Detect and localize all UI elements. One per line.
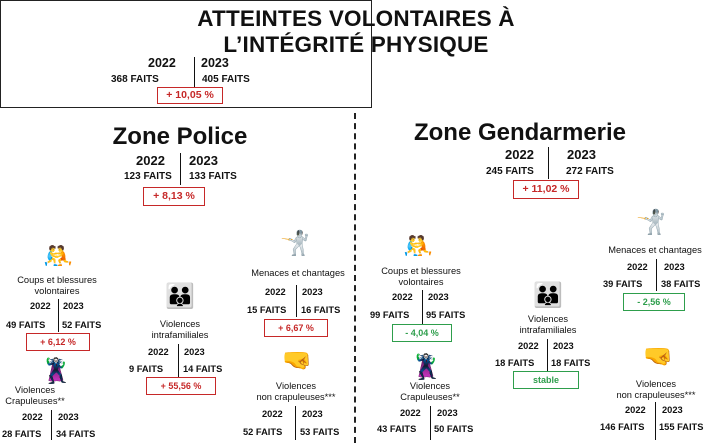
- gendarmerie-menaces-label: Menaces et chantages: [608, 245, 702, 255]
- gendarmerie-coups-label-1: Coups et blessures: [381, 266, 461, 276]
- police-menaces-label: Menaces et chantages: [251, 268, 345, 278]
- police-noncrap-divider: [295, 406, 296, 440]
- gendarmerie-coups-facts-2023: 95 FAITS: [426, 310, 466, 320]
- police-crap-label-2: Crapuleuses**: [5, 396, 65, 406]
- gendarmerie-intra-change-badge: stable: [513, 371, 579, 389]
- police-coups-year-2023: 2023: [63, 301, 84, 311]
- gendarmerie-year-2022: 2022: [505, 147, 534, 162]
- police-crap-facts-2023: 34 FAITS: [56, 429, 96, 439]
- gendarmerie-noncrap-facts-2022: 146 FAITS: [600, 422, 645, 432]
- police-noncrap-label-2: non crapuleuses***: [256, 392, 336, 402]
- gendarmerie-intra-label-1: Violences: [527, 314, 569, 324]
- fighting-figures-icon: 🤼: [403, 233, 433, 260]
- gendarmerie-menaces-year-2022: 2022: [627, 262, 648, 272]
- gendarmerie-noncrap-label-1: Violences: [635, 379, 677, 389]
- gendarmerie-menaces-year-2023: 2023: [664, 262, 685, 272]
- gendarmerie-crap-facts-2023: 50 FAITS: [434, 424, 474, 434]
- police-crap-year-2022: 2022: [22, 412, 43, 422]
- police-coups-divider: [58, 299, 59, 332]
- gendarmerie-crap-label-1: Violences: [409, 381, 451, 391]
- main-year-2023: 2023: [201, 56, 229, 70]
- police-coups-label-2: volontaires: [34, 286, 80, 296]
- main-title-line2: L’INTÉGRITÉ PHYSIQUE: [223, 32, 489, 57]
- gendarmerie-crap-facts-2022: 43 FAITS: [377, 424, 417, 434]
- police-divider: [180, 153, 181, 185]
- family-icon: 👪: [533, 282, 563, 309]
- gendarmerie-noncrap-year-2022: 2022: [625, 405, 646, 415]
- police-intra-facts-2023: 14 FAITS: [183, 364, 223, 374]
- robbery-figures-icon: 🦹: [41, 358, 71, 385]
- gendarmerie-intra-facts-2022: 18 FAITS: [495, 358, 535, 368]
- gendarmerie-noncrap-facts-2023: 155 FAITS: [659, 422, 704, 432]
- main-facts-2023: 405 FAITS: [202, 74, 250, 85]
- gendarmerie-intra-year-2023: 2023: [553, 341, 574, 351]
- police-coups-facts-2022: 49 FAITS: [6, 320, 46, 330]
- violence-figures-icon: 🤜: [282, 347, 312, 374]
- police-crap-divider: [51, 410, 52, 440]
- gendarmerie-noncrap-label-2: non crapuleuses***: [616, 390, 696, 400]
- police-facts-2023: 133 FAITS: [189, 171, 237, 182]
- gendarmerie-coups-year-2022: 2022: [392, 292, 413, 302]
- gendarmerie-intra-label-2: intrafamiliales: [519, 325, 577, 335]
- gendarmerie-crap-year-2022: 2022: [400, 408, 421, 418]
- family-icon: 👪: [165, 283, 195, 310]
- main-title-box: [0, 0, 515, 108]
- police-noncrap-year-2022: 2022: [262, 409, 283, 419]
- gendarmerie-menaces-facts-2023: 38 FAITS: [661, 279, 701, 289]
- police-intra-facts-2022: 9 FAITS: [129, 364, 164, 374]
- gendarmerie-intra-facts-2023: 18 FAITS: [551, 358, 591, 368]
- gendarmerie-change-badge: + 11,02 %: [513, 180, 579, 199]
- gendarmerie-crap-label-2: Crapuleuses**: [400, 392, 460, 402]
- gendarmerie-noncrap-year-2023: 2023: [662, 405, 683, 415]
- gendarmerie-divider: [548, 147, 549, 179]
- police-menaces-divider: [296, 285, 297, 317]
- police-intra-year-2023: 2023: [184, 347, 205, 357]
- gendarmerie-coups-label-2: volontaires: [398, 277, 444, 287]
- police-intra-label-2: intrafamiliales: [151, 330, 209, 340]
- police-intra-divider: [178, 344, 179, 377]
- gendarmerie-coups-divider: [422, 290, 423, 324]
- main-divider: [194, 57, 195, 87]
- police-menaces-year-2022: 2022: [265, 287, 286, 297]
- police-coups-year-2022: 2022: [30, 301, 51, 311]
- threat-figures-icon: 🤺: [280, 230, 310, 257]
- gendarmerie-zone-title: Zone Gendarmerie: [413, 119, 627, 146]
- robbery-figures-icon: 🦹: [411, 354, 441, 381]
- police-year-2022: 2022: [136, 153, 165, 168]
- police-facts-2022: 123 FAITS: [124, 171, 172, 182]
- police-coups-facts-2023: 52 FAITS: [62, 320, 102, 330]
- police-noncrap-year-2023: 2023: [302, 409, 323, 419]
- police-menaces-facts-2023: 16 FAITS: [301, 305, 341, 315]
- police-intra-year-2022: 2022: [148, 347, 169, 357]
- police-change-badge: + 8,13 %: [143, 187, 205, 206]
- gendarmerie-crap-year-2023: 2023: [437, 408, 458, 418]
- gendarmerie-menaces-divider: [656, 259, 657, 291]
- police-crap-year-2023: 2023: [58, 412, 79, 422]
- gendarmerie-intra-divider: [547, 339, 548, 372]
- main-title-line1: ATTEINTES VOLONTAIRES À: [197, 6, 515, 31]
- police-noncrap-label-1: Violences: [275, 381, 317, 391]
- police-menaces-change-badge: + 6,67 %: [264, 319, 328, 337]
- main-change-badge: + 10,05 %: [157, 87, 223, 104]
- police-zone-title: Zone Police: [112, 123, 248, 150]
- threat-figures-icon: 🤺: [636, 209, 666, 236]
- police-intra-label-1: Violences: [159, 319, 201, 329]
- gendarmerie-noncrap-divider: [655, 402, 656, 440]
- police-year-2023: 2023: [189, 153, 218, 168]
- gendarmerie-coups-change-badge: - 4,04 %: [392, 324, 452, 342]
- main-facts-2022: 368 FAITS: [111, 74, 159, 85]
- gendarmerie-year-2023: 2023: [567, 147, 596, 162]
- gendarmerie-facts-2022: 245 FAITS: [486, 166, 534, 177]
- gendarmerie-menaces-change-badge: - 2,56 %: [623, 293, 685, 311]
- main-year-2022: 2022: [148, 56, 176, 70]
- gendarmerie-crap-divider: [430, 406, 431, 440]
- police-crap-facts-2022: 28 FAITS: [2, 429, 42, 439]
- police-noncrap-facts-2023: 53 FAITS: [300, 427, 340, 437]
- violence-figures-icon: 🤜: [643, 343, 673, 370]
- police-coups-label-1: Coups et blessures: [17, 275, 97, 285]
- police-menaces-facts-2022: 15 FAITS: [247, 305, 287, 315]
- police-crap-label-1: Violences: [14, 385, 56, 395]
- gendarmerie-menaces-facts-2022: 39 FAITS: [603, 279, 643, 289]
- police-coups-change-badge: + 6,12 %: [26, 333, 90, 351]
- gendarmerie-coups-year-2023: 2023: [428, 292, 449, 302]
- fighting-figures-icon: 🤼: [43, 243, 73, 270]
- gendarmerie-coups-facts-2022: 99 FAITS: [370, 310, 410, 320]
- gendarmerie-facts-2023: 272 FAITS: [566, 166, 614, 177]
- police-menaces-year-2023: 2023: [302, 287, 323, 297]
- police-noncrap-facts-2022: 52 FAITS: [243, 427, 283, 437]
- police-intra-change-badge: + 55,56 %: [146, 377, 216, 395]
- gendarmerie-intra-year-2022: 2022: [518, 341, 539, 351]
